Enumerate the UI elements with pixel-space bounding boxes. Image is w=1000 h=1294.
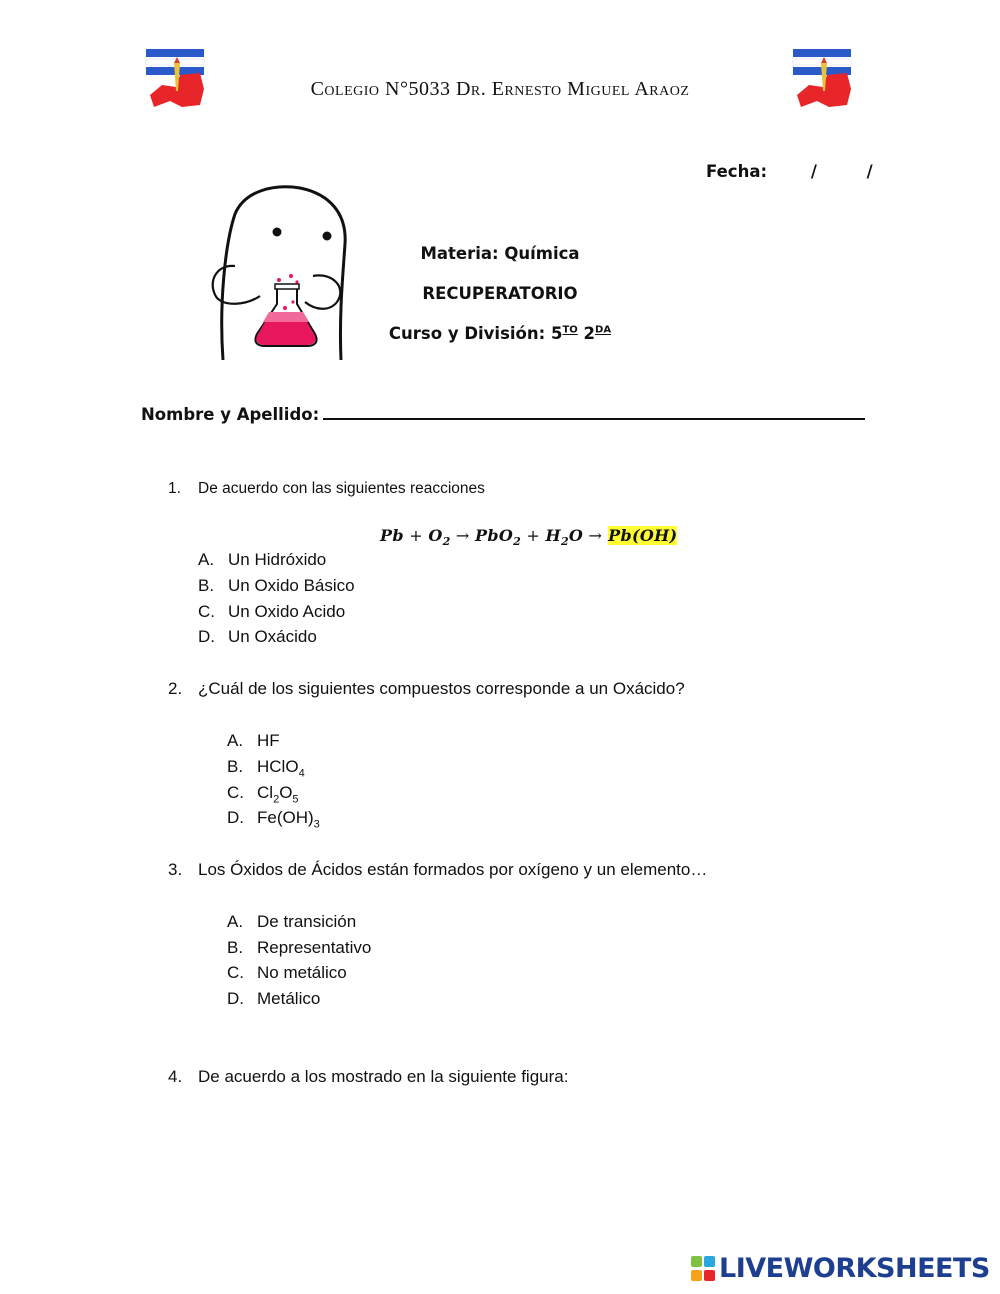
date-separator-2: / bbox=[866, 162, 873, 181]
option-text: Un Oxácido bbox=[228, 627, 317, 646]
option-letter: D. bbox=[198, 627, 215, 646]
course-sup-1: TO bbox=[562, 324, 578, 336]
course-prefix: Curso y División: 5 bbox=[388, 324, 563, 343]
name-field bbox=[141, 404, 865, 424]
q3-option-c[interactable] bbox=[227, 963, 347, 983]
eq-arrow-1: → bbox=[450, 526, 476, 545]
liveworksheets-brand[interactable]: LIVEWORKSHEETS bbox=[719, 1253, 990, 1284]
option-letter: B. bbox=[227, 938, 244, 957]
eq-plus-1: + bbox=[403, 526, 429, 545]
course-line bbox=[300, 324, 700, 343]
exam-type: RECUPERATORIO bbox=[422, 284, 578, 303]
q2-option-c[interactable] bbox=[227, 783, 299, 805]
option-letter: C. bbox=[227, 963, 244, 982]
option-letter: D. bbox=[227, 989, 244, 1008]
question-number: 3. bbox=[168, 860, 183, 879]
name-label: Nombre y Apellido: bbox=[141, 405, 320, 424]
q3-option-d[interactable] bbox=[227, 989, 320, 1009]
eq-o: O bbox=[428, 526, 443, 545]
question-text: Los Óxidos de Ácidos están formados por oxígeno y un elemento… bbox=[198, 860, 708, 879]
option-text: Cl bbox=[257, 783, 274, 802]
option-subscript: 3 bbox=[313, 818, 320, 831]
date-separator-1: / bbox=[810, 162, 817, 181]
question-text: De acuerdo a los mostrado en la siguiente figura: bbox=[198, 1067, 569, 1086]
option-letter: D. bbox=[227, 808, 244, 827]
question-1 bbox=[168, 480, 485, 498]
q1-option-a[interactable] bbox=[198, 550, 326, 570]
option-subscript: 2 bbox=[273, 793, 280, 806]
school-title: Colegio N°5033 Dr. Ernesto Miguel Araoz bbox=[310, 78, 690, 100]
question-text: De acuerdo con las siguientes reacciones bbox=[198, 480, 485, 497]
reaction-equation bbox=[380, 526, 677, 548]
date-label: Fecha: bbox=[706, 162, 768, 181]
q2-option-b[interactable] bbox=[227, 757, 305, 779]
eq-arrow-2: → bbox=[583, 526, 603, 545]
date-field bbox=[706, 162, 873, 181]
option-text: Fe(OH) bbox=[257, 808, 314, 827]
option-letter: C. bbox=[198, 602, 215, 621]
option-text: No metálico bbox=[257, 963, 347, 982]
q3-option-b[interactable] bbox=[227, 938, 371, 958]
question-text: ¿Cuál de los siguientes compuestos corresponde a un Oxácido? bbox=[198, 679, 685, 698]
option-text: Un Oxido Acido bbox=[228, 602, 346, 621]
question-number: 4. bbox=[168, 1067, 183, 1086]
eq-product-highlight[interactable]: Pb(OH) bbox=[608, 526, 678, 545]
question-number: 1. bbox=[168, 480, 181, 497]
liveworksheets-logo-icon bbox=[690, 1252, 718, 1286]
eq-pbo-sub: 2 bbox=[513, 535, 522, 549]
q3-option-a[interactable] bbox=[227, 912, 356, 932]
option-letter: A. bbox=[198, 550, 215, 569]
option-text: HF bbox=[257, 731, 280, 750]
option-text: Un Hidróxido bbox=[228, 550, 327, 569]
option-letter: C. bbox=[227, 783, 244, 802]
eq-h: H bbox=[545, 526, 561, 545]
course-mid: 2 bbox=[577, 324, 596, 343]
q2-option-d[interactable] bbox=[227, 808, 320, 830]
question-number: 2. bbox=[168, 679, 183, 698]
option-letter: A. bbox=[227, 912, 244, 931]
question-4 bbox=[168, 1067, 568, 1087]
option-text: Representativo bbox=[257, 938, 372, 957]
option-text: Un Oxido Básico bbox=[228, 576, 355, 595]
course-sup-2: DA bbox=[595, 324, 612, 336]
option-text: De transición bbox=[257, 912, 357, 931]
subject-line: Materia: Química bbox=[420, 244, 580, 263]
option-subscript: 4 bbox=[298, 767, 305, 780]
question-2 bbox=[168, 679, 685, 699]
q1-option-d[interactable] bbox=[198, 627, 317, 647]
eq-pbo: PbO bbox=[475, 526, 514, 545]
eq-o-2: O bbox=[568, 526, 584, 545]
option-letter: B. bbox=[198, 576, 215, 595]
eq-h-sub: 2 bbox=[560, 535, 569, 549]
option-subscript-2: 5 bbox=[292, 793, 299, 806]
option-text-2: O bbox=[279, 783, 293, 802]
option-letter: A. bbox=[227, 731, 244, 750]
eq-o-sub: 2 bbox=[442, 535, 451, 549]
q1-option-c[interactable] bbox=[198, 602, 345, 622]
q1-option-b[interactable] bbox=[198, 576, 355, 596]
option-letter: B. bbox=[227, 757, 244, 776]
name-input-line[interactable] bbox=[323, 404, 865, 420]
eq-plus-2: + bbox=[521, 526, 546, 545]
eq-pb: Pb bbox=[380, 526, 404, 545]
question-3 bbox=[168, 860, 707, 880]
q2-option-a[interactable] bbox=[227, 731, 280, 751]
option-text: Metálico bbox=[257, 989, 321, 1008]
option-text: HClO bbox=[257, 757, 299, 776]
